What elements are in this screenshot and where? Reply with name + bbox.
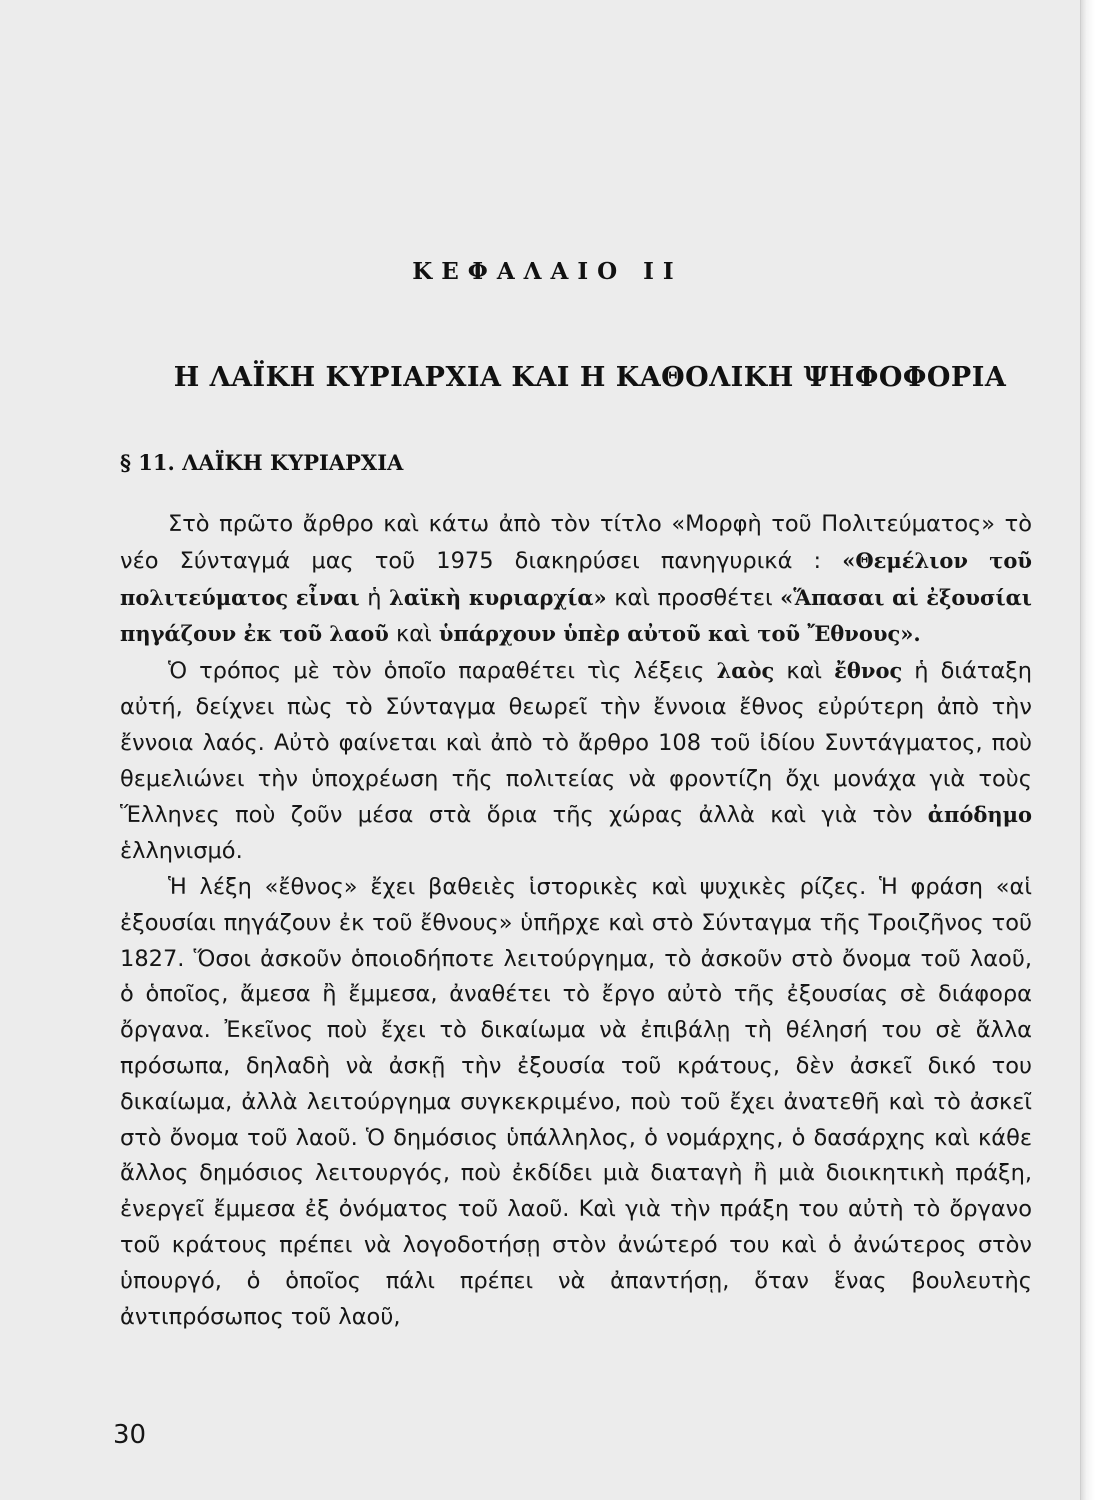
p2-text-a: Ὁ τρόπος μὲ τὸν ὁποῖο παραθέτει τὶς λέξεις xyxy=(168,658,717,685)
paragraph-2 xyxy=(120,653,1032,870)
page-number: 30 xyxy=(113,1420,147,1450)
p2-text-c: καὶ xyxy=(774,658,835,685)
p1-text-a: Στὸ πρῶτο ἄρθρο καὶ κάτω ἀπὸ τὸν τίτλο «Μορφὴ τοῦ Πολιτεύματος» τὸ νέο Σύνταγμά μας τοῦ 1975 διακηρύσει πανηγυρικά : xyxy=(120,511,1032,574)
p1-bold-b: «Θεμέλιον τοῦ πολιτεύματος εἶναι xyxy=(120,547,1032,610)
p2-text-e: ἡ διάταξη αὐτή, δείχνει πὼς τὸ Σύνταγμα θεωρεῖ τὴν ἔννοια ἔθνος εὐρύτερη ἀπὸ τὴν ἔννοια λαός. Αὐτὸ φαίνεται καὶ ἀπὸ τὸ ἄρθρο 108 τοῦ ἰδίου Συντάγματος, ποὺ θεμελιώνει τὴν ὑποχρέωση τῆς πολιτείας νὰ φροντίζη ὄχι μονάχα γιὰ τοὺς Ἕλληνες ποὺ ζοῦν μέσα στὰ ὅρια τῆς χώρας ἀλλὰ καὶ γιὰ τὸν xyxy=(120,658,1033,829)
p1-bold-d: λαϊκὴ κυριαρχία» xyxy=(389,584,607,610)
p1-bold-h: ὑπάρχουν ὑπὲρ αὐτοῦ καὶ τοῦ Ἔθνους». xyxy=(438,621,921,647)
p1-bold-f: «Ἅπασαι αἱ ἐξουσίαι πηγάζουν ἐκ τοῦ λαοῦ xyxy=(120,584,1032,647)
p1-text-e: καὶ προσθέτει xyxy=(606,584,781,611)
section-heading: § 11. ΛΑΪΚΗ ΚΥΡΙΑΡΧΙΑ xyxy=(120,450,404,475)
p1-text-g: καὶ xyxy=(388,621,439,648)
p2-text-g: ἑλληνισμό. xyxy=(120,838,243,865)
chapter-title: Η ΛΑΪΚΗ ΚΥΡΙΑΡΧΙΑ ΚΑΙ Η ΚΑΘΟΛΙΚΗ ΨΗΦΟΦΟΡΙΑ xyxy=(173,362,1007,393)
paragraph-1 xyxy=(120,507,1032,653)
p1-text-c: ἡ xyxy=(359,584,390,611)
paragraph-3: Ἡ λέξη «ἔθνος» ἔχει βαθειὲς ἱστορικὲς καὶ ψυχικὲς ρίζες. Ἡ φράση «αἱ ἐξουσίαι πηγάζουν ἐκ τοῦ ἔθνους» ὑπῆρχε καὶ στὸ Σύνταγμα τῆς Τροιζῆνος τοῦ 1827. Ὅσοι ἀσκοῦν ὁποιοδήποτε λειτούργημα, τὸ ἀσκοῦν στὸ ὄνομα τοῦ λαοῦ, ὁ ὁποῖος, ἄμεσα ἢ ἔμμεσα, ἀναθέτει τὸ ἔργο αὐτὸ τῆς ἐξουσίας σὲ διάφορα ὄργανα. Ἐκεῖνος ποὺ ἔχει τὸ δικαίωμα νὰ ἐπιβάλῃ τὴ θέλησή του σὲ ἄλλα πρόσωπα, δηλαδὴ νὰ ἀσκῇ τὴν ἐξουσία τοῦ κράτους, δὲν ἀσκεῖ δικό του δικαίωμα, ἀλλὰ λειτούργημα συγκεκριμένο, ποὺ τοῦ ἔχει ἀνατεθῆ καὶ τὸ ἀσκεῖ στὸ ὄνομα τοῦ λαοῦ. Ὁ δημόσιος ὑπάλληλος, ὁ νομάρχης, ὁ δασάρχης καὶ κάθε ἄλλος δημόσιος λειτουργός, ποὺ ἐκδίδει μιὰ διαταγὴ ἢ μιὰ διοικητικὴ πράξη, ἐνεργεῖ ἔμμεσα ἐξ ὀνόματος τοῦ λαοῦ. Καὶ γιὰ τὴν πράξη του αὐτὴ τὸ ὄργανο τοῦ κράτους πρέπει νὰ λογοδοτήσῃ στὸν ἀνώτερό του καὶ ὁ ἀνώτερος στὸν ὑπουργό, ὁ ὁποῖος πάλι πρέπει νὰ ἀπαντήσῃ, ὅταν ἕνας βουλευτὴς ἀντιπρόσωπος τοῦ λαοῦ, xyxy=(120,873,1032,1330)
p2-bold-d: ἔθνος xyxy=(834,658,903,684)
p2-bold-f: ἀπόδημο xyxy=(927,802,1032,828)
body-text xyxy=(120,507,1032,1335)
page-edge xyxy=(1080,0,1095,1500)
p2-bold-b: λαὸς xyxy=(716,658,775,684)
chapter-label: ΚΕΦΑΛΑΙΟ ΙΙ xyxy=(412,258,683,285)
